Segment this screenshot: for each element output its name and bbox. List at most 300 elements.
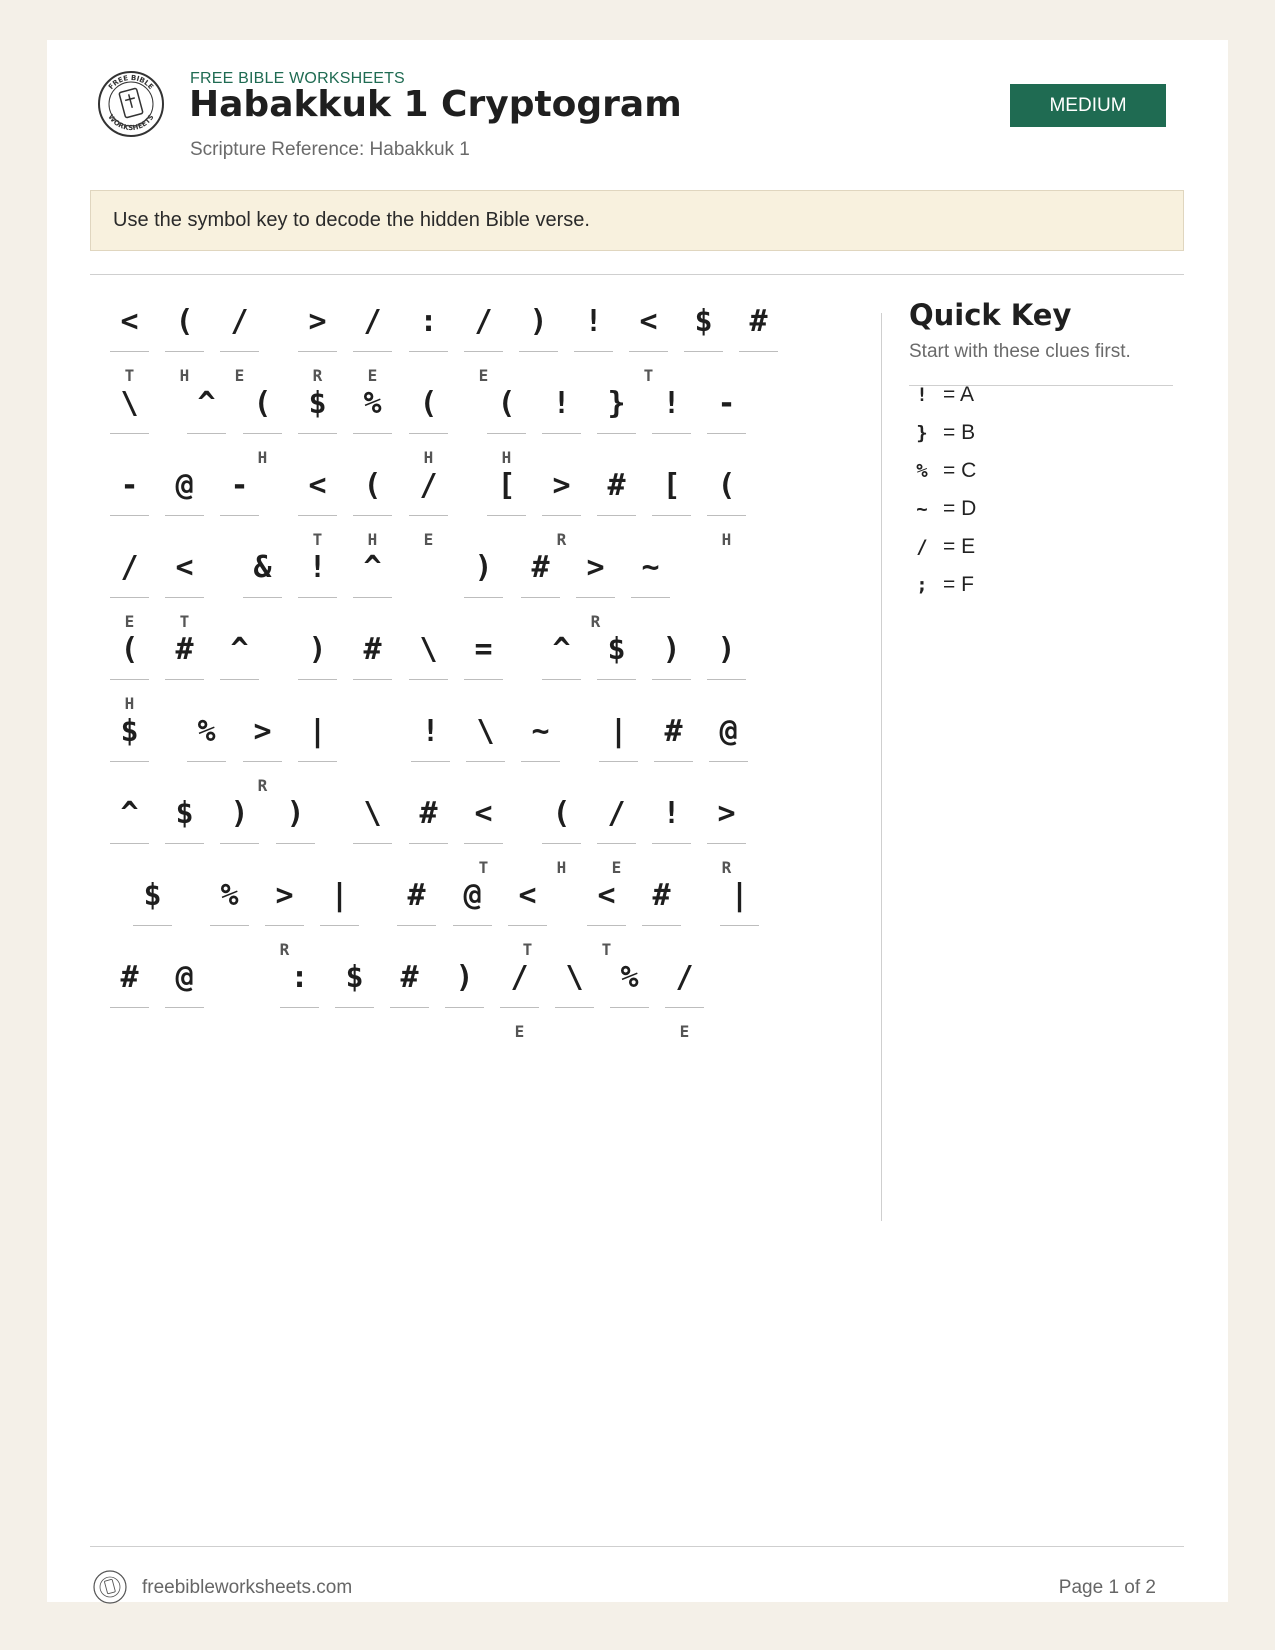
cipher-symbol: [ — [662, 467, 681, 503]
cipher-cell[interactable] — [110, 787, 149, 845]
cipher-cell[interactable] — [165, 951, 204, 1009]
answer-line[interactable] — [464, 597, 503, 598]
cipher-cell[interactable] — [220, 295, 259, 353]
answer-line[interactable] — [397, 925, 436, 926]
answer-line[interactable] — [707, 843, 746, 844]
answer-line[interactable] — [739, 351, 778, 352]
answer-line[interactable] — [243, 597, 282, 598]
cipher-cell[interactable] — [521, 705, 560, 763]
hint-letter: H — [367, 530, 378, 549]
cipher-symbol: ! — [584, 303, 603, 339]
cipher-symbol: # — [419, 795, 438, 831]
answer-line[interactable] — [707, 433, 746, 434]
cipher-symbol: | — [308, 713, 327, 749]
answer-line[interactable] — [165, 515, 204, 516]
cipher-symbol: ^ — [363, 549, 382, 585]
cipher-cell[interactable] — [466, 705, 505, 763]
answer-line[interactable] — [165, 843, 204, 844]
cipher-cell[interactable] — [353, 787, 392, 845]
answer-line[interactable] — [542, 433, 581, 434]
cipher-symbol: ( — [552, 795, 571, 831]
answer-line[interactable] — [500, 1007, 539, 1008]
answer-line[interactable] — [409, 843, 448, 844]
cipher-cell[interactable] — [453, 869, 492, 927]
key-subtitle: Start with these clues first. — [909, 341, 1131, 362]
answer-line[interactable] — [298, 597, 337, 598]
key-symbol: ~ — [916, 498, 928, 520]
hint-letter: T — [601, 940, 612, 959]
hint-letter: T — [179, 612, 190, 631]
worksheet-page — [47, 40, 1228, 1602]
cipher-cell[interactable] — [464, 787, 503, 845]
hint-letter: E — [124, 612, 135, 631]
answer-line[interactable] — [353, 597, 392, 598]
cipher-cell[interactable] — [276, 787, 315, 845]
answer-line[interactable] — [353, 679, 392, 680]
cipher-cell[interactable] — [409, 787, 448, 845]
answer-line[interactable] — [597, 843, 636, 844]
cipher-cell[interactable] — [576, 541, 615, 599]
answer-line[interactable] — [353, 515, 392, 516]
cipher-cell[interactable] — [187, 705, 226, 763]
cipher-cell[interactable] — [629, 295, 668, 353]
answer-line[interactable] — [464, 679, 503, 680]
key-value: = A — [943, 383, 974, 406]
cipher-cell[interactable] — [298, 705, 337, 763]
cipher-symbol: # — [652, 877, 671, 913]
cipher-cell[interactable] — [684, 295, 723, 353]
cipher-cell[interactable] — [187, 377, 226, 435]
answer-line[interactable] — [110, 679, 149, 680]
cipher-cell[interactable] — [320, 869, 359, 927]
cipher-symbol: ! — [552, 385, 571, 421]
key-item — [909, 380, 974, 410]
cipher-cell[interactable] — [409, 459, 448, 517]
cipher-symbol: [ — [497, 467, 516, 503]
cipher-cell[interactable] — [464, 295, 503, 353]
cipher-symbol: $ — [345, 959, 364, 995]
answer-line[interactable] — [409, 351, 448, 352]
answer-line[interactable] — [165, 1007, 204, 1008]
cipher-cell[interactable] — [542, 787, 581, 845]
answer-line[interactable] — [555, 1007, 594, 1008]
cipher-symbol: @ — [719, 713, 738, 749]
hint-letter: H — [124, 694, 135, 713]
answer-line[interactable] — [631, 597, 670, 598]
answer-line[interactable] — [466, 761, 505, 762]
cipher-cell[interactable] — [110, 541, 149, 599]
answer-line[interactable] — [220, 351, 259, 352]
hint-letter: T — [124, 366, 135, 385]
cipher-symbol: ! — [662, 795, 681, 831]
answer-line[interactable] — [320, 925, 359, 926]
answer-line[interactable] — [298, 515, 337, 516]
cipher-cell[interactable] — [133, 869, 172, 927]
cipher-symbol: ! — [662, 385, 681, 421]
key-value: = E — [943, 535, 976, 558]
key-value: = D — [943, 497, 977, 520]
answer-line[interactable] — [220, 679, 259, 680]
answer-line[interactable] — [629, 351, 668, 352]
key-symbol: / — [916, 536, 928, 558]
answer-line[interactable] — [298, 761, 337, 762]
answer-line[interactable] — [508, 925, 547, 926]
cryptogram-grid — [47, 40, 927, 1240]
answer-line[interactable] — [597, 679, 636, 680]
hint-letter: E — [679, 1022, 690, 1041]
cipher-symbol: ( — [175, 303, 194, 339]
answer-line[interactable] — [409, 515, 448, 516]
answer-line[interactable] — [576, 597, 615, 598]
instructions-text: Use the symbol key to decode the hidden Bible verse. — [113, 209, 590, 231]
answer-line[interactable] — [654, 761, 693, 762]
cipher-symbol: - — [120, 467, 139, 503]
cipher-cell[interactable] — [652, 459, 691, 517]
cipher-symbol: < — [518, 877, 537, 913]
cipher-cell[interactable] — [665, 951, 704, 1009]
cipher-symbol: # — [400, 959, 419, 995]
cipher-symbol: < — [120, 303, 139, 339]
cipher-symbol: % — [620, 959, 639, 995]
cipher-cell[interactable] — [642, 869, 681, 927]
answer-line[interactable] — [487, 433, 526, 434]
cipher-cell[interactable] — [298, 295, 337, 353]
cipher-cell[interactable] — [707, 377, 746, 435]
cipher-cell[interactable] — [597, 623, 636, 681]
cipher-cell[interactable] — [353, 541, 392, 599]
answer-line[interactable] — [684, 351, 723, 352]
answer-line[interactable] — [587, 925, 626, 926]
cipher-symbol: - — [230, 467, 249, 503]
cipher-cell[interactable] — [542, 377, 581, 435]
answer-line[interactable] — [707, 679, 746, 680]
footer-website: freebibleworksheets.com — [142, 1577, 353, 1598]
cipher-cell[interactable] — [445, 951, 484, 1009]
cipher-cell[interactable] — [353, 377, 392, 435]
cipher-cell[interactable] — [610, 951, 649, 1009]
answer-line[interactable] — [165, 351, 204, 352]
key-title: Quick Key — [909, 298, 1072, 332]
cipher-cell[interactable] — [397, 869, 436, 927]
cipher-symbol: | — [609, 713, 628, 749]
cipher-cell[interactable] — [220, 459, 259, 517]
answer-line[interactable] — [243, 433, 282, 434]
cipher-symbol: # — [664, 713, 683, 749]
cipher-symbol: / — [675, 959, 694, 995]
cipher-cell[interactable] — [652, 623, 691, 681]
cipher-cell[interactable] — [597, 377, 636, 435]
cipher-symbol: @ — [175, 467, 194, 503]
answer-line[interactable] — [542, 515, 581, 516]
answer-line[interactable] — [110, 1007, 149, 1008]
answer-line[interactable] — [133, 925, 172, 926]
page-title: Habakkuk 1 Cryptogram — [189, 84, 682, 125]
cipher-cell[interactable] — [243, 705, 282, 763]
answer-line[interactable] — [353, 351, 392, 352]
cipher-cell[interactable] — [390, 951, 429, 1009]
answer-line[interactable] — [652, 679, 691, 680]
cipher-cell[interactable] — [353, 295, 392, 353]
key-value: = C — [943, 459, 977, 482]
cipher-symbol: # — [120, 959, 139, 995]
answer-line[interactable] — [110, 351, 149, 352]
cipher-symbol: ) — [717, 631, 736, 667]
cipher-cell[interactable] — [110, 705, 149, 763]
key-symbol: ! — [916, 384, 928, 406]
cipher-symbol: < — [175, 549, 194, 585]
answer-line[interactable] — [610, 1007, 649, 1008]
answer-line[interactable] — [110, 597, 149, 598]
answer-line[interactable] — [409, 679, 448, 680]
cipher-symbol: < — [639, 303, 658, 339]
answer-line[interactable] — [542, 843, 581, 844]
cipher-cell[interactable] — [597, 459, 636, 517]
cipher-symbol: $ — [143, 877, 162, 913]
cipher-cell[interactable] — [265, 869, 304, 927]
answer-line[interactable] — [110, 515, 149, 516]
hint-letter: H — [179, 366, 190, 385]
hint-letter: E — [423, 530, 434, 549]
cipher-symbol: ( — [363, 467, 382, 503]
answer-line[interactable] — [187, 761, 226, 762]
key-symbol: } — [916, 422, 928, 444]
hint-letter: R — [257, 776, 268, 795]
cipher-symbol: & — [253, 549, 272, 585]
cipher-symbol: # — [407, 877, 426, 913]
cipher-cell[interactable] — [210, 869, 249, 927]
cipher-symbol: > — [552, 467, 571, 503]
cipher-symbol: # — [607, 467, 626, 503]
cipher-symbol: $ — [308, 385, 327, 421]
answer-line[interactable] — [110, 761, 149, 762]
answer-line[interactable] — [353, 433, 392, 434]
cipher-cell[interactable] — [707, 459, 746, 517]
cipher-cell[interactable] — [353, 459, 392, 517]
cipher-cell[interactable] — [243, 377, 282, 435]
cipher-cell[interactable] — [555, 951, 594, 1009]
answer-line[interactable] — [464, 351, 503, 352]
cipher-symbol: \ — [120, 385, 139, 421]
cipher-cell[interactable] — [587, 869, 626, 927]
hint-letter: E — [611, 858, 622, 877]
answer-line[interactable] — [521, 597, 560, 598]
cipher-symbol: : — [419, 303, 438, 339]
hint-letter: E — [234, 366, 245, 385]
cipher-cell[interactable] — [574, 295, 613, 353]
cipher-symbol: } — [607, 385, 626, 421]
hint-letter: R — [590, 612, 601, 631]
answer-line[interactable] — [335, 1007, 374, 1008]
cipher-symbol: $ — [120, 713, 139, 749]
answer-line[interactable] — [720, 925, 759, 926]
answer-line[interactable] — [464, 843, 503, 844]
hint-letter: T — [478, 858, 489, 877]
cipher-cell[interactable] — [409, 295, 448, 353]
answer-line[interactable] — [265, 925, 304, 926]
cipher-cell[interactable] — [110, 459, 149, 517]
answer-line[interactable] — [409, 433, 448, 434]
answer-line[interactable] — [298, 679, 337, 680]
answer-line[interactable] — [707, 515, 746, 516]
answer-line[interactable] — [298, 433, 337, 434]
cipher-symbol: \ — [565, 959, 584, 995]
cipher-cell[interactable] — [110, 377, 149, 435]
cipher-symbol: ( — [717, 467, 736, 503]
cipher-cell[interactable] — [335, 951, 374, 1009]
answer-line[interactable] — [187, 433, 226, 434]
cipher-symbol: > — [275, 877, 294, 913]
hint-letter: H — [721, 530, 732, 549]
cipher-cell[interactable] — [542, 623, 581, 681]
cipher-cell[interactable] — [165, 459, 204, 517]
cipher-cell[interactable] — [542, 459, 581, 517]
cipher-cell[interactable] — [464, 541, 503, 599]
cipher-cell[interactable] — [707, 623, 746, 681]
cipher-cell[interactable] — [631, 541, 670, 599]
cipher-cell[interactable] — [464, 623, 503, 681]
cipher-cell[interactable] — [409, 623, 448, 681]
cipher-cell[interactable] — [220, 787, 259, 845]
cipher-cell[interactable] — [519, 295, 558, 353]
cipher-symbol: ^ — [552, 631, 571, 667]
answer-line[interactable] — [280, 1007, 319, 1008]
cipher-cell[interactable] — [298, 623, 337, 681]
cipher-symbol: / — [510, 959, 529, 995]
cipher-cell[interactable] — [298, 459, 337, 517]
answer-line[interactable] — [220, 515, 259, 516]
hint-letter: H — [501, 448, 512, 467]
cipher-symbol: > — [717, 795, 736, 831]
cipher-cell[interactable] — [411, 705, 450, 763]
cipher-cell[interactable] — [165, 623, 204, 681]
answer-line[interactable] — [521, 761, 560, 762]
cipher-symbol: > — [586, 549, 605, 585]
cipher-cell[interactable] — [165, 787, 204, 845]
answer-line[interactable] — [597, 433, 636, 434]
answer-line[interactable] — [574, 351, 613, 352]
hint-letter: R — [279, 940, 290, 959]
answer-line[interactable] — [652, 433, 691, 434]
key-item — [909, 570, 974, 600]
cipher-cell[interactable] — [298, 377, 337, 435]
cipher-symbol: ) — [474, 549, 493, 585]
answer-line[interactable] — [165, 679, 204, 680]
answer-line[interactable] — [411, 761, 450, 762]
cipher-cell[interactable] — [298, 541, 337, 599]
hint-letter: T — [643, 366, 654, 385]
cipher-cell[interactable] — [597, 787, 636, 845]
hint-letter: H — [257, 448, 268, 467]
answer-line[interactable] — [642, 925, 681, 926]
answer-line[interactable] — [542, 679, 581, 680]
cipher-cell[interactable] — [707, 787, 746, 845]
cipher-symbol: \ — [363, 795, 382, 831]
cipher-cell[interactable] — [487, 459, 526, 517]
answer-line[interactable] — [487, 515, 526, 516]
cipher-symbol: = — [474, 631, 493, 667]
cipher-cell[interactable] — [353, 623, 392, 681]
answer-line[interactable] — [652, 515, 691, 516]
cipher-symbol: % — [197, 713, 216, 749]
cipher-symbol: ! — [421, 713, 440, 749]
cipher-cell[interactable] — [220, 623, 259, 681]
cipher-cell[interactable] — [280, 951, 319, 1009]
cipher-symbol: @ — [463, 877, 482, 913]
cipher-cell[interactable] — [110, 951, 149, 1009]
answer-line[interactable] — [599, 761, 638, 762]
cipher-symbol: ) — [662, 631, 681, 667]
answer-line[interactable] — [210, 925, 249, 926]
hint-letter: E — [478, 366, 489, 385]
cipher-symbol: - — [717, 385, 736, 421]
cipher-cell[interactable] — [165, 295, 204, 353]
answer-line[interactable] — [220, 843, 259, 844]
cipher-symbol: ( — [419, 385, 438, 421]
answer-line[interactable] — [110, 843, 149, 844]
key-value: = F — [943, 573, 974, 596]
cipher-cell[interactable] — [709, 705, 748, 763]
cipher-cell[interactable] — [243, 541, 282, 599]
cipher-cell[interactable] — [487, 377, 526, 435]
cipher-cell[interactable] — [652, 787, 691, 845]
cipher-symbol: / — [607, 795, 626, 831]
cipher-cell[interactable] — [508, 869, 547, 927]
cipher-symbol: > — [308, 303, 327, 339]
answer-line[interactable] — [110, 433, 149, 434]
cipher-symbol: | — [730, 877, 749, 913]
answer-line[interactable] — [519, 351, 558, 352]
footer-divider — [90, 1546, 1184, 1547]
cipher-symbol: $ — [175, 795, 194, 831]
hint-letter: R — [556, 530, 567, 549]
cipher-symbol: # — [749, 303, 768, 339]
cipher-cell[interactable] — [652, 377, 691, 435]
answer-line[interactable] — [445, 1007, 484, 1008]
answer-line[interactable] — [298, 351, 337, 352]
cipher-symbol: ) — [308, 631, 327, 667]
answer-line[interactable] — [453, 925, 492, 926]
cipher-cell[interactable] — [720, 869, 759, 927]
cipher-cell[interactable] — [110, 623, 149, 681]
answer-line[interactable] — [652, 843, 691, 844]
cipher-cell[interactable] — [521, 541, 560, 599]
answer-line[interactable] — [665, 1007, 704, 1008]
answer-line[interactable] — [597, 515, 636, 516]
key-symbol: % — [916, 460, 928, 482]
page-number: Page 1 of 2 — [1058, 1577, 1156, 1598]
cipher-symbol: ~ — [531, 713, 550, 749]
cipher-cell[interactable] — [739, 295, 778, 353]
answer-line[interactable] — [165, 597, 204, 598]
cipher-symbol: ~ — [641, 549, 660, 585]
cipher-cell[interactable] — [165, 541, 204, 599]
answer-line[interactable] — [276, 843, 315, 844]
cipher-symbol: $ — [607, 631, 626, 667]
key-item — [909, 456, 976, 486]
cipher-cell[interactable] — [500, 951, 539, 1009]
cipher-cell[interactable] — [599, 705, 638, 763]
answer-line[interactable] — [353, 843, 392, 844]
key-item — [909, 494, 976, 524]
hint-letter: R — [312, 366, 323, 385]
cipher-cell[interactable] — [654, 705, 693, 763]
cipher-cell[interactable] — [409, 377, 448, 435]
answer-line[interactable] — [243, 761, 282, 762]
cipher-cell[interactable] — [110, 295, 149, 353]
brand-name: FREE BIBLE WORKSHEETS — [190, 70, 405, 87]
answer-line[interactable] — [709, 761, 748, 762]
answer-line[interactable] — [390, 1007, 429, 1008]
